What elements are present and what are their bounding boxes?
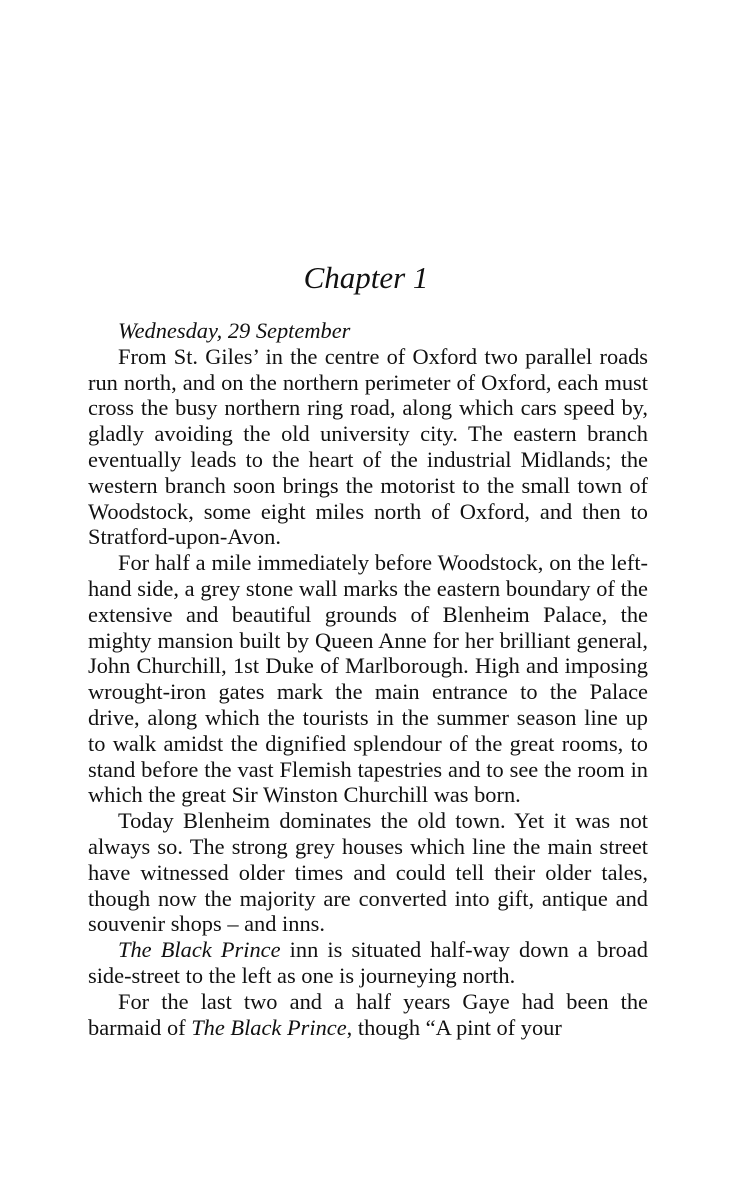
paragraph-3: Today Blenheim dominates the old town. Yet it was not always so. The strong grey houses which line the main street have witnessed older times and could tell their older tales, though now the majority are converted into gift, antique and souvenir shops – and inns. — [88, 808, 648, 937]
paragraph-2: For half a mile immediately before Woodstock, on the left-hand side, a grey stone wall marks the eastern boundary of the extensive and beautiful grounds of Blenheim Palace, the mighty mansion built by Queen Anne for her brilliant general, John Churchill, 1st Duke of Marlborough. High and imposing wrought-iron gates mark the main entrance to the Palace drive, along which the tourists in the summer season line up to walk amidst the dignified splendour of the great rooms, to stand before the vast Flemish tapestries and to see the room in which the great Sir Winston Churchill was born. — [88, 550, 648, 808]
paragraph-5 — [88, 989, 648, 1041]
paragraph-5-text: , though “A pint of your — [346, 1014, 562, 1040]
chapter-title: Chapter 1 — [303, 260, 429, 295]
paragraph-4 — [88, 937, 648, 989]
paragraph-4-text: inn is situated half-way down a broad side-street to the left as one is journeying north. — [88, 937, 648, 988]
inn-name: The Black Prince — [118, 937, 281, 963]
paragraph-1: From St. Giles’ in the centre of Oxford two parallel roads run north, and on the northern perimeter of Oxford, each must cross the busy northern ring road, along which cars speed by, gladly avoiding the old university city. The eastern branch eventually leads to the heart of the industrial Midlands; the western branch soon brings the motorist to the small town of Woodstock, some eight miles north of Oxford, and then to Stratford-upon-Avon. — [88, 343, 648, 550]
chapter-body — [88, 318, 648, 1040]
paragraph-5-start: For the last two and a half years Gaye had been the barmaid of — [88, 988, 648, 1040]
date-line: Wednesday, 29 September — [118, 318, 351, 343]
inn-name: The Black Prince — [191, 1014, 347, 1040]
